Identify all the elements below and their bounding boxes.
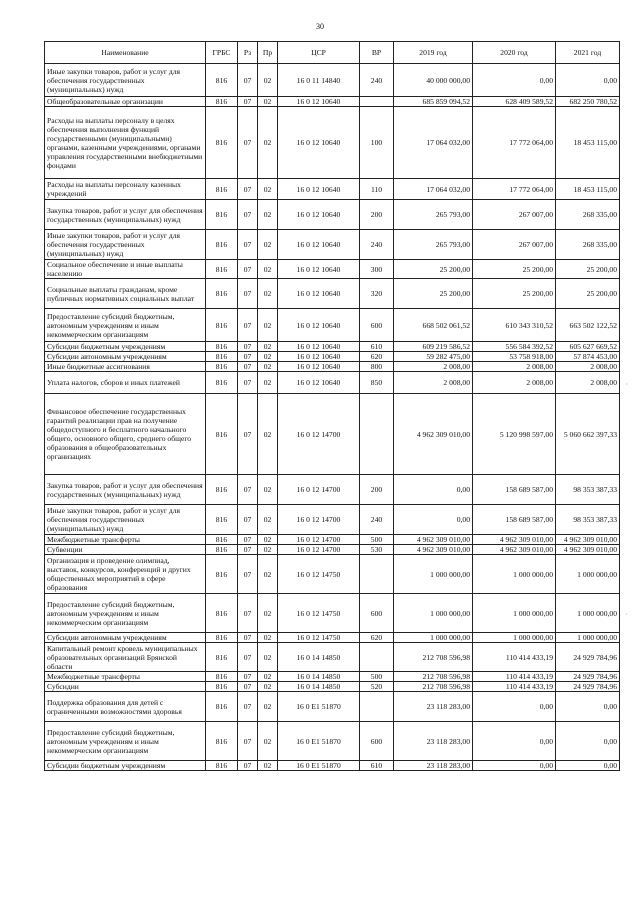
row-name-cell: Закупка товаров, работ и услуг для обеспечения государственных (муниципальных) нужд (45, 475, 206, 505)
table-row (45, 309, 620, 342)
table-row (45, 200, 620, 230)
row-2021-cell: 268 335,00 (556, 200, 620, 230)
scan-mark: · (625, 610, 628, 619)
row-2019-cell: 23 118 283,00 (394, 761, 473, 771)
row-pr-cell: 02 (258, 633, 278, 643)
row-2019-cell: 609 219 586,52 (394, 342, 473, 352)
row-pr-cell: 02 (258, 505, 278, 535)
row-2021-cell: 1 000 000,00 (556, 594, 620, 633)
table-row (45, 279, 620, 309)
row-grbs-cell: 816 (206, 643, 238, 672)
row-rz-cell: 07 (238, 475, 258, 505)
row-rz-cell: 07 (238, 372, 258, 394)
scan-mark: · (625, 380, 628, 389)
table-row (45, 643, 620, 672)
row-vr-cell: 610 (360, 342, 394, 352)
row-vr-cell (360, 394, 394, 475)
row-csr-cell: 16 0 12 10640 (278, 342, 360, 352)
col-grbs-header: ГРБС (206, 42, 238, 64)
col-2021-header: 2021 год (556, 42, 620, 64)
row-rz-cell: 07 (238, 394, 258, 475)
row-csr-cell: 16 0 12 10640 (278, 179, 360, 200)
table-row (45, 545, 620, 555)
row-pr-cell: 02 (258, 643, 278, 672)
row-rz-cell: 07 (238, 179, 258, 200)
row-name-cell: Поддержка образования для детей с ограниченными возможностями здоровья (45, 692, 206, 722)
row-rz-cell: 07 (238, 107, 258, 179)
row-vr-cell: 200 (360, 475, 394, 505)
row-rz-cell: 07 (238, 260, 258, 279)
table-row (45, 535, 620, 545)
row-rz-cell: 07 (238, 64, 258, 97)
row-2019-cell: 23 118 283,00 (394, 722, 473, 761)
row-grbs-cell: 816 (206, 372, 238, 394)
row-2019-cell: 212 708 596,98 (394, 682, 473, 692)
row-pr-cell: 02 (258, 260, 278, 279)
row-2020-cell: 17 772 064,00 (473, 179, 556, 200)
row-csr-cell: 16 0 12 10640 (278, 107, 360, 179)
row-2019-cell: 2 008,00 (394, 362, 473, 372)
row-2019-cell: 265 793,00 (394, 230, 473, 260)
table-row (45, 179, 620, 200)
row-vr-cell: 500 (360, 535, 394, 545)
table-row (45, 761, 620, 771)
row-2021-cell: 18 453 115,00 (556, 107, 620, 179)
row-rz-cell: 07 (238, 555, 258, 594)
row-pr-cell: 02 (258, 362, 278, 372)
row-csr-cell: 16 0 12 10640 (278, 362, 360, 372)
row-rz-cell: 07 (238, 643, 258, 672)
row-2019-cell: 23 118 283,00 (394, 692, 473, 722)
row-csr-cell: 16 0 E1 51870 (278, 722, 360, 761)
row-2019-cell: 212 708 596,98 (394, 672, 473, 682)
row-csr-cell: 16 0 14 14850 (278, 672, 360, 682)
row-name-cell: Закупка товаров, работ и услуг для обеспечения государственных (муниципальных) нужд (45, 200, 206, 230)
row-2020-cell: 1 000 000,00 (473, 594, 556, 633)
row-vr-cell (360, 643, 394, 672)
col-2019-header: 2019 год (394, 42, 473, 64)
row-rz-cell: 07 (238, 505, 258, 535)
row-vr-cell: 530 (360, 545, 394, 555)
col-2020-header: 2020 год (473, 42, 556, 64)
row-grbs-cell: 816 (206, 475, 238, 505)
row-name-cell: Капитальный ремонт кровель муниципальных образовательных организаций Брянской области (45, 643, 206, 672)
row-rz-cell: 07 (238, 200, 258, 230)
row-name-cell: Расходы на выплаты персоналу в целях обеспечения выполнения функций государственными (муниципальными) органами, казенными учреждениями, органами управления государственными внебюджетными фондами (45, 107, 206, 179)
row-vr-cell: 620 (360, 352, 394, 362)
table-row (45, 475, 620, 505)
row-2021-cell: 98 353 387,33 (556, 505, 620, 535)
row-name-cell: Иные закупки товаров, работ и услуг для обеспечения государственных (муниципальных) нужд (45, 64, 206, 97)
row-2020-cell: 628 409 589,52 (473, 97, 556, 107)
row-2020-cell: 267 007,00 (473, 200, 556, 230)
row-2020-cell: 2 008,00 (473, 362, 556, 372)
row-2021-cell: 605 627 669,52 (556, 342, 620, 352)
row-grbs-cell: 816 (206, 260, 238, 279)
row-2020-cell: 1 000 000,00 (473, 633, 556, 643)
row-pr-cell: 02 (258, 475, 278, 505)
row-pr-cell: 02 (258, 722, 278, 761)
row-rz-cell: 07 (238, 535, 258, 545)
row-name-cell: Уплата налогов, сборов и иных платежей (45, 372, 206, 394)
row-pr-cell: 02 (258, 594, 278, 633)
row-2021-cell: 24 929 784,96 (556, 643, 620, 672)
row-2019-cell: 59 282 475,00 (394, 352, 473, 362)
row-2021-cell: 5 060 662 397,33 (556, 394, 620, 475)
row-2021-cell: 4 962 309 010,00 (556, 545, 620, 555)
row-2021-cell: 57 874 453,00 (556, 352, 620, 362)
row-grbs-cell: 816 (206, 200, 238, 230)
table-row (45, 107, 620, 179)
row-2021-cell: 268 335,00 (556, 230, 620, 260)
row-vr-cell: 200 (360, 200, 394, 230)
row-grbs-cell: 816 (206, 97, 238, 107)
row-2019-cell: 40 000 000,00 (394, 64, 473, 97)
row-2019-cell: 17 064 032,00 (394, 107, 473, 179)
row-csr-cell: 16 0 12 14700 (278, 535, 360, 545)
row-2020-cell: 0,00 (473, 722, 556, 761)
row-name-cell: Субсидии бюджетным учреждениям (45, 342, 206, 352)
row-grbs-cell: 816 (206, 505, 238, 535)
row-rz-cell: 07 (238, 97, 258, 107)
row-grbs-cell: 816 (206, 362, 238, 372)
row-csr-cell: 16 0 12 14700 (278, 505, 360, 535)
row-name-cell: Финансовое обеспечение государственных гарантий реализации прав на получение общедоступного и бесплатного начального общего, основного общего, среднего общего образования в общеобразовательных организациях (45, 394, 206, 475)
table-row (45, 64, 620, 97)
row-name-cell: Предоставление субсидий бюджетным, автономным учреждениям и иным некоммерческим организациям (45, 722, 206, 761)
row-grbs-cell: 816 (206, 342, 238, 352)
row-pr-cell: 02 (258, 672, 278, 682)
row-rz-cell: 07 (238, 352, 258, 362)
table-row (45, 260, 620, 279)
row-pr-cell: 02 (258, 107, 278, 179)
row-vr-cell: 300 (360, 260, 394, 279)
row-2021-cell: 0,00 (556, 692, 620, 722)
row-2020-cell: 25 200,00 (473, 279, 556, 309)
row-grbs-cell: 816 (206, 64, 238, 97)
table-row (45, 342, 620, 352)
row-name-cell: Предоставление субсидий бюджетным, автономным учреждениям и иным некоммерческим организациям (45, 594, 206, 633)
row-grbs-cell: 816 (206, 692, 238, 722)
row-rz-cell: 07 (238, 342, 258, 352)
row-2021-cell: 0,00 (556, 761, 620, 771)
row-2021-cell: 682 250 780,52 (556, 97, 620, 107)
row-2021-cell: 24 929 784,96 (556, 682, 620, 692)
row-csr-cell: 16 0 12 10640 (278, 352, 360, 362)
row-csr-cell: 16 0 E1 51870 (278, 692, 360, 722)
row-2021-cell: 2 008,00 (556, 372, 620, 394)
row-grbs-cell: 816 (206, 672, 238, 682)
table-row (45, 633, 620, 643)
row-2019-cell: 2 008,00 (394, 372, 473, 394)
table-row (45, 555, 620, 594)
row-vr-cell (360, 555, 394, 594)
row-grbs-cell: 816 (206, 309, 238, 342)
row-pr-cell: 02 (258, 682, 278, 692)
row-2019-cell: 4 962 309 010,00 (394, 535, 473, 545)
row-2019-cell: 4 962 309 010,00 (394, 545, 473, 555)
table-header-row (45, 42, 620, 64)
row-2019-cell: 668 502 061,52 (394, 309, 473, 342)
row-csr-cell: 16 0 12 14700 (278, 545, 360, 555)
row-csr-cell: 16 0 12 10640 (278, 309, 360, 342)
row-rz-cell: 07 (238, 692, 258, 722)
table-row (45, 352, 620, 362)
col-pr-header: Пр (258, 42, 278, 64)
row-2019-cell: 0,00 (394, 475, 473, 505)
row-vr-cell: 240 (360, 230, 394, 260)
row-2021-cell: 4 962 309 010,00 (556, 535, 620, 545)
row-csr-cell: 16 0 12 10640 (278, 279, 360, 309)
row-vr-cell: 240 (360, 505, 394, 535)
row-rz-cell: 07 (238, 230, 258, 260)
row-grbs-cell: 816 (206, 761, 238, 771)
row-rz-cell: 07 (238, 633, 258, 643)
row-2020-cell: 158 689 587,00 (473, 505, 556, 535)
row-csr-cell: 16 0 12 14750 (278, 555, 360, 594)
row-2020-cell: 110 414 433,19 (473, 672, 556, 682)
row-csr-cell: 16 0 12 10640 (278, 230, 360, 260)
row-2020-cell: 158 689 587,00 (473, 475, 556, 505)
table-row (45, 230, 620, 260)
row-pr-cell: 02 (258, 545, 278, 555)
row-rz-cell: 07 (238, 761, 258, 771)
row-vr-cell (360, 692, 394, 722)
row-2020-cell: 610 343 310,52 (473, 309, 556, 342)
table-row (45, 682, 620, 692)
table-row (45, 505, 620, 535)
row-vr-cell: 850 (360, 372, 394, 394)
row-rz-cell: 07 (238, 594, 258, 633)
row-2019-cell: 1 000 000,00 (394, 555, 473, 594)
row-pr-cell: 02 (258, 535, 278, 545)
row-2019-cell: 1 000 000,00 (394, 633, 473, 643)
row-name-cell: Субсидии автономным учреждениям (45, 633, 206, 643)
row-rz-cell: 07 (238, 545, 258, 555)
col-csr-header: ЦСР (278, 42, 360, 64)
row-2020-cell: 556 584 392,52 (473, 342, 556, 352)
row-grbs-cell: 816 (206, 394, 238, 475)
row-name-cell: Иные закупки товаров, работ и услуг для обеспечения государственных (муниципальных) нужд (45, 505, 206, 535)
row-2019-cell: 4 962 309 010,00 (394, 394, 473, 475)
row-grbs-cell: 816 (206, 107, 238, 179)
table-row (45, 722, 620, 761)
row-2020-cell: 1 000 000,00 (473, 555, 556, 594)
row-grbs-cell: 816 (206, 722, 238, 761)
row-pr-cell: 02 (258, 555, 278, 594)
row-vr-cell: 610 (360, 761, 394, 771)
row-pr-cell: 02 (258, 342, 278, 352)
row-2020-cell: 267 007,00 (473, 230, 556, 260)
row-2019-cell: 25 200,00 (394, 260, 473, 279)
row-2019-cell: 0,00 (394, 505, 473, 535)
row-pr-cell: 02 (258, 179, 278, 200)
row-pr-cell: 02 (258, 200, 278, 230)
row-pr-cell: 02 (258, 309, 278, 342)
row-rz-cell: 07 (238, 722, 258, 761)
row-name-cell: Предоставление субсидий бюджетным, автономным учреждениям и иным некоммерческим организациям (45, 309, 206, 342)
row-2019-cell: 212 708 596,98 (394, 643, 473, 672)
row-csr-cell: 16 0 12 10640 (278, 200, 360, 230)
row-grbs-cell: 816 (206, 555, 238, 594)
row-grbs-cell: 816 (206, 535, 238, 545)
row-rz-cell: 07 (238, 279, 258, 309)
row-pr-cell: 02 (258, 64, 278, 97)
row-2021-cell: 25 200,00 (556, 260, 620, 279)
row-name-cell: Субсидии бюджетным учреждениям (45, 761, 206, 771)
row-grbs-cell: 816 (206, 352, 238, 362)
row-pr-cell: 02 (258, 761, 278, 771)
row-2021-cell: 24 929 784,96 (556, 672, 620, 682)
row-2020-cell: 25 200,00 (473, 260, 556, 279)
row-csr-cell: 16 0 12 14700 (278, 475, 360, 505)
row-name-cell: Иные закупки товаров, работ и услуг для обеспечения государственных (муниципальных) нужд (45, 230, 206, 260)
row-name-cell: Социальные выплаты гражданам, кроме публичных нормативных социальных выплат (45, 279, 206, 309)
row-name-cell: Социальное обеспечение и иные выплаты населению (45, 260, 206, 279)
row-pr-cell: 02 (258, 230, 278, 260)
row-2019-cell: 1 000 000,00 (394, 594, 473, 633)
col-name-header: Наименование (45, 42, 206, 64)
row-2020-cell: 5 120 998 597,00 (473, 394, 556, 475)
row-vr-cell: 500 (360, 672, 394, 682)
row-grbs-cell: 816 (206, 545, 238, 555)
row-2019-cell: 17 064 032,00 (394, 179, 473, 200)
row-vr-cell: 620 (360, 633, 394, 643)
row-grbs-cell: 816 (206, 682, 238, 692)
row-2021-cell: 0,00 (556, 64, 620, 97)
row-grbs-cell: 816 (206, 230, 238, 260)
row-pr-cell: 02 (258, 394, 278, 475)
row-2021-cell: 18 453 115,00 (556, 179, 620, 200)
row-csr-cell: 16 0 12 14750 (278, 633, 360, 643)
row-grbs-cell: 816 (206, 279, 238, 309)
row-name-cell: Расходы на выплаты персоналу казенных учреждений (45, 179, 206, 200)
row-name-cell: Межбюджетные трансферты (45, 672, 206, 682)
row-pr-cell: 02 (258, 279, 278, 309)
row-vr-cell: 110 (360, 179, 394, 200)
row-vr-cell: 520 (360, 682, 394, 692)
row-2021-cell: 663 502 122,52 (556, 309, 620, 342)
row-rz-cell: 07 (238, 672, 258, 682)
row-2019-cell: 25 200,00 (394, 279, 473, 309)
row-csr-cell: 16 0 12 14700 (278, 394, 360, 475)
row-2020-cell: 4 962 309 010,00 (473, 545, 556, 555)
col-rz-header: Рз (238, 42, 258, 64)
row-2020-cell: 53 758 918,00 (473, 352, 556, 362)
row-csr-cell: 16 0 14 14850 (278, 682, 360, 692)
row-pr-cell: 02 (258, 97, 278, 107)
row-vr-cell: 100 (360, 107, 394, 179)
row-2020-cell: 0,00 (473, 64, 556, 97)
row-2020-cell: 17 772 064,00 (473, 107, 556, 179)
row-2021-cell: 2 008,00 (556, 362, 620, 372)
row-vr-cell: 600 (360, 722, 394, 761)
row-name-cell: Иные бюджетные ассигнования (45, 362, 206, 372)
row-2019-cell: 685 859 094,52 (394, 97, 473, 107)
col-vr-header: ВР (360, 42, 394, 64)
table-row (45, 394, 620, 475)
row-csr-cell: 16 0 E1 51870 (278, 761, 360, 771)
row-csr-cell: 16 0 14 14850 (278, 643, 360, 672)
table-row (45, 372, 620, 394)
row-name-cell: Субсидии (45, 682, 206, 692)
row-vr-cell: 320 (360, 279, 394, 309)
table-row (45, 362, 620, 372)
table-row (45, 97, 620, 107)
row-name-cell: Организация и проведение олимпиад, выставок, конкурсов, конференций и других общественных мероприятий в сфере образования (45, 555, 206, 594)
row-grbs-cell: 816 (206, 179, 238, 200)
row-csr-cell: 16 0 12 10640 (278, 372, 360, 394)
row-name-cell: Общеобразовательные организации (45, 97, 206, 107)
row-csr-cell: 16 0 11 14840 (278, 64, 360, 97)
row-2020-cell: 4 962 309 010,00 (473, 535, 556, 545)
row-pr-cell: 02 (258, 372, 278, 394)
row-2020-cell: 110 414 433,19 (473, 682, 556, 692)
row-name-cell: Межбюджетные трансферты (45, 535, 206, 545)
row-rz-cell: 07 (238, 362, 258, 372)
budget-table (44, 41, 620, 771)
row-pr-cell: 02 (258, 352, 278, 362)
row-2021-cell: 98 353 387,33 (556, 475, 620, 505)
row-vr-cell: 800 (360, 362, 394, 372)
row-rz-cell: 07 (238, 309, 258, 342)
row-name-cell: Субвенции (45, 545, 206, 555)
table-row (45, 594, 620, 633)
row-2021-cell: 1 000 000,00 (556, 555, 620, 594)
row-vr-cell (360, 97, 394, 107)
row-2021-cell: 0,00 (556, 722, 620, 761)
row-2020-cell: 110 414 433,19 (473, 643, 556, 672)
table-row (45, 672, 620, 682)
row-2021-cell: 1 000 000,00 (556, 633, 620, 643)
row-vr-cell: 600 (360, 309, 394, 342)
row-grbs-cell: 816 (206, 633, 238, 643)
row-pr-cell: 02 (258, 692, 278, 722)
row-2020-cell: 0,00 (473, 692, 556, 722)
table-row (45, 692, 620, 722)
row-grbs-cell: 816 (206, 594, 238, 633)
row-2020-cell: 0,00 (473, 761, 556, 771)
page-number: 30 (316, 22, 324, 31)
row-csr-cell: 16 0 12 10640 (278, 97, 360, 107)
row-2020-cell: 2 008,00 (473, 372, 556, 394)
row-csr-cell: 16 0 12 10640 (278, 260, 360, 279)
row-rz-cell: 07 (238, 682, 258, 692)
row-name-cell: Субсидии автономным учреждениям (45, 352, 206, 362)
row-2019-cell: 265 793,00 (394, 200, 473, 230)
row-vr-cell: 240 (360, 64, 394, 97)
row-csr-cell: 16 0 12 14750 (278, 594, 360, 633)
row-vr-cell: 600 (360, 594, 394, 633)
row-2021-cell: 25 200,00 (556, 279, 620, 309)
